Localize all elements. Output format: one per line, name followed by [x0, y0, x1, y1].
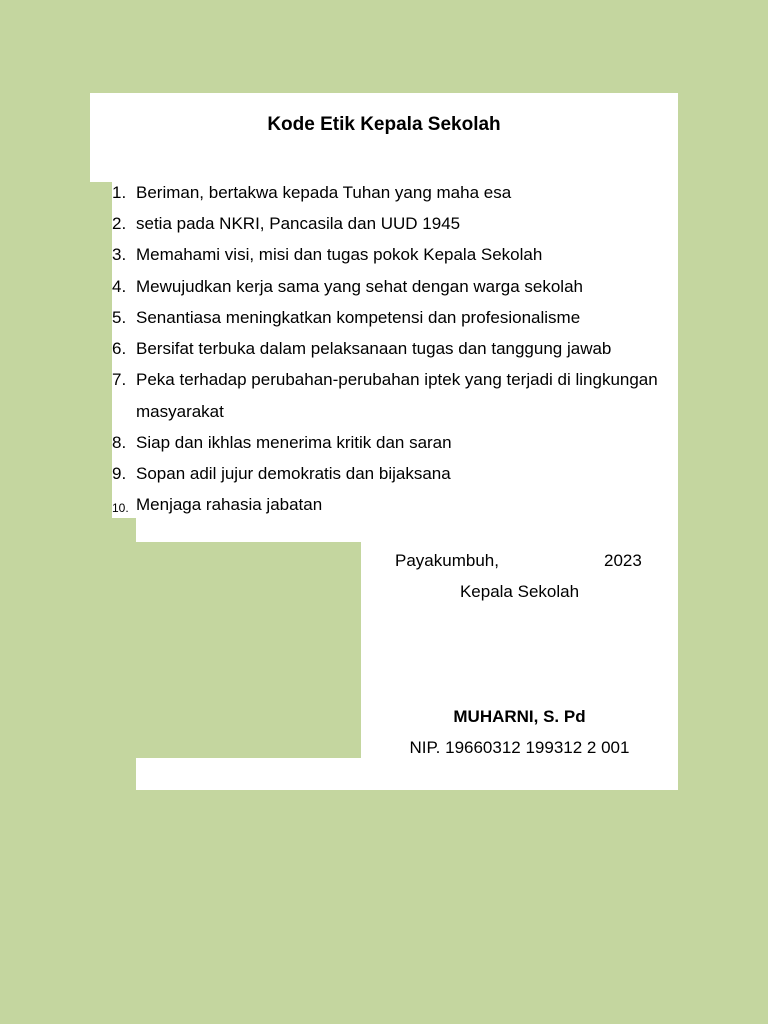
list-item-number: 3.	[112, 245, 127, 264]
page-block-header	[90, 93, 678, 182]
list-item	[112, 462, 682, 493]
list-item	[112, 431, 682, 462]
list-item-text: Mewujudkan kerja sama yang sehat dengan warga sekolah	[136, 277, 583, 296]
list-item	[112, 181, 682, 212]
list-item-text: Memahami visi, misi dan tugas pokok Kepala Sekolah	[136, 245, 543, 264]
list-item-text: Peka terhadap perubahan-perubahan iptek yang terjadi di lingkungan	[136, 370, 658, 389]
list-item-text: Menjaga rahasia jabatan	[136, 495, 323, 514]
list-item	[112, 243, 682, 274]
signature-name: MUHARNI, S. Pd	[453, 707, 586, 726]
signature-year: 2023	[604, 551, 642, 570]
list-item-number: 5.	[112, 308, 127, 327]
signature-position: Kepala Sekolah	[459, 582, 580, 601]
list-item	[112, 368, 682, 430]
list-item-number: 2.	[112, 214, 127, 233]
list-item-text: Siap dan ikhlas menerima kritik dan saran	[136, 433, 452, 452]
page-block-footer	[136, 758, 678, 790]
list-item-text: Sopan adil jujur demokratis dan bijaksana	[136, 464, 451, 483]
list-item-text-continuation: masyarakat	[136, 402, 224, 421]
list-item	[112, 337, 682, 368]
list-item	[112, 306, 682, 337]
list-item-number: 7.	[112, 370, 127, 389]
list-item-text: Bersifat terbuka dalam pelaksanaan tugas dan tanggung jawab	[136, 339, 612, 358]
list-item-number: 9.	[112, 464, 127, 483]
list-item-number: 10.	[112, 501, 129, 515]
list-item-number: 1.	[112, 183, 127, 202]
list-item-number: 6.	[112, 339, 127, 358]
list-item	[112, 493, 682, 524]
list-item-number: 4.	[112, 277, 127, 296]
list-item	[112, 212, 682, 243]
list-item	[112, 275, 682, 306]
list-item-number: 8.	[112, 433, 127, 452]
document-title: Kode Etik Kepala Sekolah	[267, 114, 501, 135]
signature-place: Payakumbuh,	[395, 551, 499, 570]
list-item-text: Senantiasa meningkatkan kompetensi dan profesionalisme	[136, 308, 581, 327]
list-item-text: setia pada NKRI, Pancasila dan UUD 1945	[136, 214, 461, 233]
list-item-text: Beriman, bertakwa kepada Tuhan yang maha esa	[136, 183, 512, 202]
signature-nip: NIP. 19660312 199312 2 001	[409, 738, 630, 757]
